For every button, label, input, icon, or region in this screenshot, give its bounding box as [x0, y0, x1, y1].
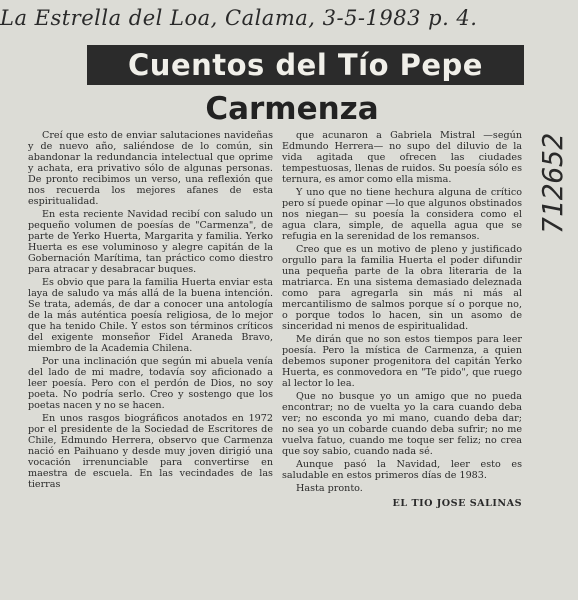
author-signature: EL TIO JOSE SALINAS — [392, 498, 522, 509]
paragraph: que acunaron a Gabriela Mistral —según Edmundo Herrera— no supo del diluvio de la vida agitada que ofrecen las ciudades tempestuosas, llenas de ruidos. Su poesía sólo es ternura, es amor como ella misma. — [282, 130, 522, 185]
paragraph: Creí que esto de enviar salutaciones navideñas y de nuevo año, saliéndose de lo común, sin abandonar la redundancia intelectual que oprime y achata, era privativo sólo de algunas personas. De pronto recibimos un verso, una reflexión que nos recuerda los mejores afanes de esta espiritualidad. — [28, 130, 273, 207]
handwritten-archive-number: 712652 — [536, 132, 569, 234]
section-title-banner: Cuentos del Tío Pepe — [87, 45, 524, 85]
paragraph: Que no busque yo un amigo que no pueda encontrar; no de vuelta yo la cara cuando deba ver; no esconda yo mi mano, cuando deba dar; no sea yo un cobarde cuando deba sufrir; no me vuelva fatuo, cuando me toque ser feliz; no crea que soy sabio, cuando nada sé. — [282, 391, 522, 457]
handwritten-source-note: La Estrella del Loa, Calama, 3-5-1983 p. 4. — [0, 6, 478, 30]
left-column — [28, 130, 273, 600]
paragraph: Hasta pronto. — [296, 483, 363, 494]
paragraph: Es obvio que para la familia Huerta enviar esta laya de saludo va más allá de la buena intención. Se trata, además, de dar a conocer una antología de la más auténtica poesía religiosa, de lo mejor que ha tenido Chile. Y estos son términos críticos del exigente monseñor Fidel Araneda Bravo, miembro de la Academia Chilena. — [28, 277, 273, 354]
paragraph: En esta reciente Navidad recibí con saludo un pequeño volumen de poesías de "Carmenza", de parte de Yerko Huerta, Margarita y familia. Yerko Huerta es ese voluminoso y alegre capitán de la Gobernación Marítima, tan práctico como diestro para atracar y desabracar buques. — [28, 209, 273, 275]
paragraph: Me dirán que no son estos tiempos para leer poesía. Pero la mística de Carmenza, a quien debemos suponer progenitora del capitán Yerko Huerta, es conmovedora en "Te pido", que ruego al lector lo lea. — [282, 334, 522, 389]
paragraph: Y uno que no tiene hechura alguna de crítico pero sí puede opinar —lo que algunos obstinados nos niegan— su poesía la considera como el agua clara, simple, de aquella agua que se refugia en la serenidad de los remansos. — [282, 187, 522, 242]
paragraph: Creo que es un motivo de pleno y justificado orgullo para la familia Huerta el poder difundir una pequeña parte de la obra literaria de la matriarca. En una sistema demasiado deleznada como para agregarla sin más ni más al mercantilismo de salmos porque sí o porque no, o porque todos lo hacen, sin un asomo de sinceridad ni menos de espiritualidad. — [282, 244, 522, 332]
right-column — [282, 130, 522, 600]
article-headline: Carmenza — [205, 91, 379, 127]
paragraph: Por una inclinación que según mi abuela venía del lado de mi madre, todavía soy aficionado a leer poesía. Pero con el perdón de Dios, no soy poeta. No podría serlo. Creo y sostengo que los poetas nacen y no se hacen. — [28, 356, 273, 411]
paragraph: Aunque pasó la Navidad, leer esto es saludable en estos primeros días de 1983. — [282, 459, 522, 481]
paragraph: En unos rasgos biográficos anotados en 1972 por el presidente de la Sociedad de Escritores de Chile, Edmundo Herrera, observo que Carmenza nació en Paihuano y desde muy joven dirigió una vocación irrenunciable para convertirse en maestra de escuela. En las vecindades de las tierras — [28, 413, 273, 490]
